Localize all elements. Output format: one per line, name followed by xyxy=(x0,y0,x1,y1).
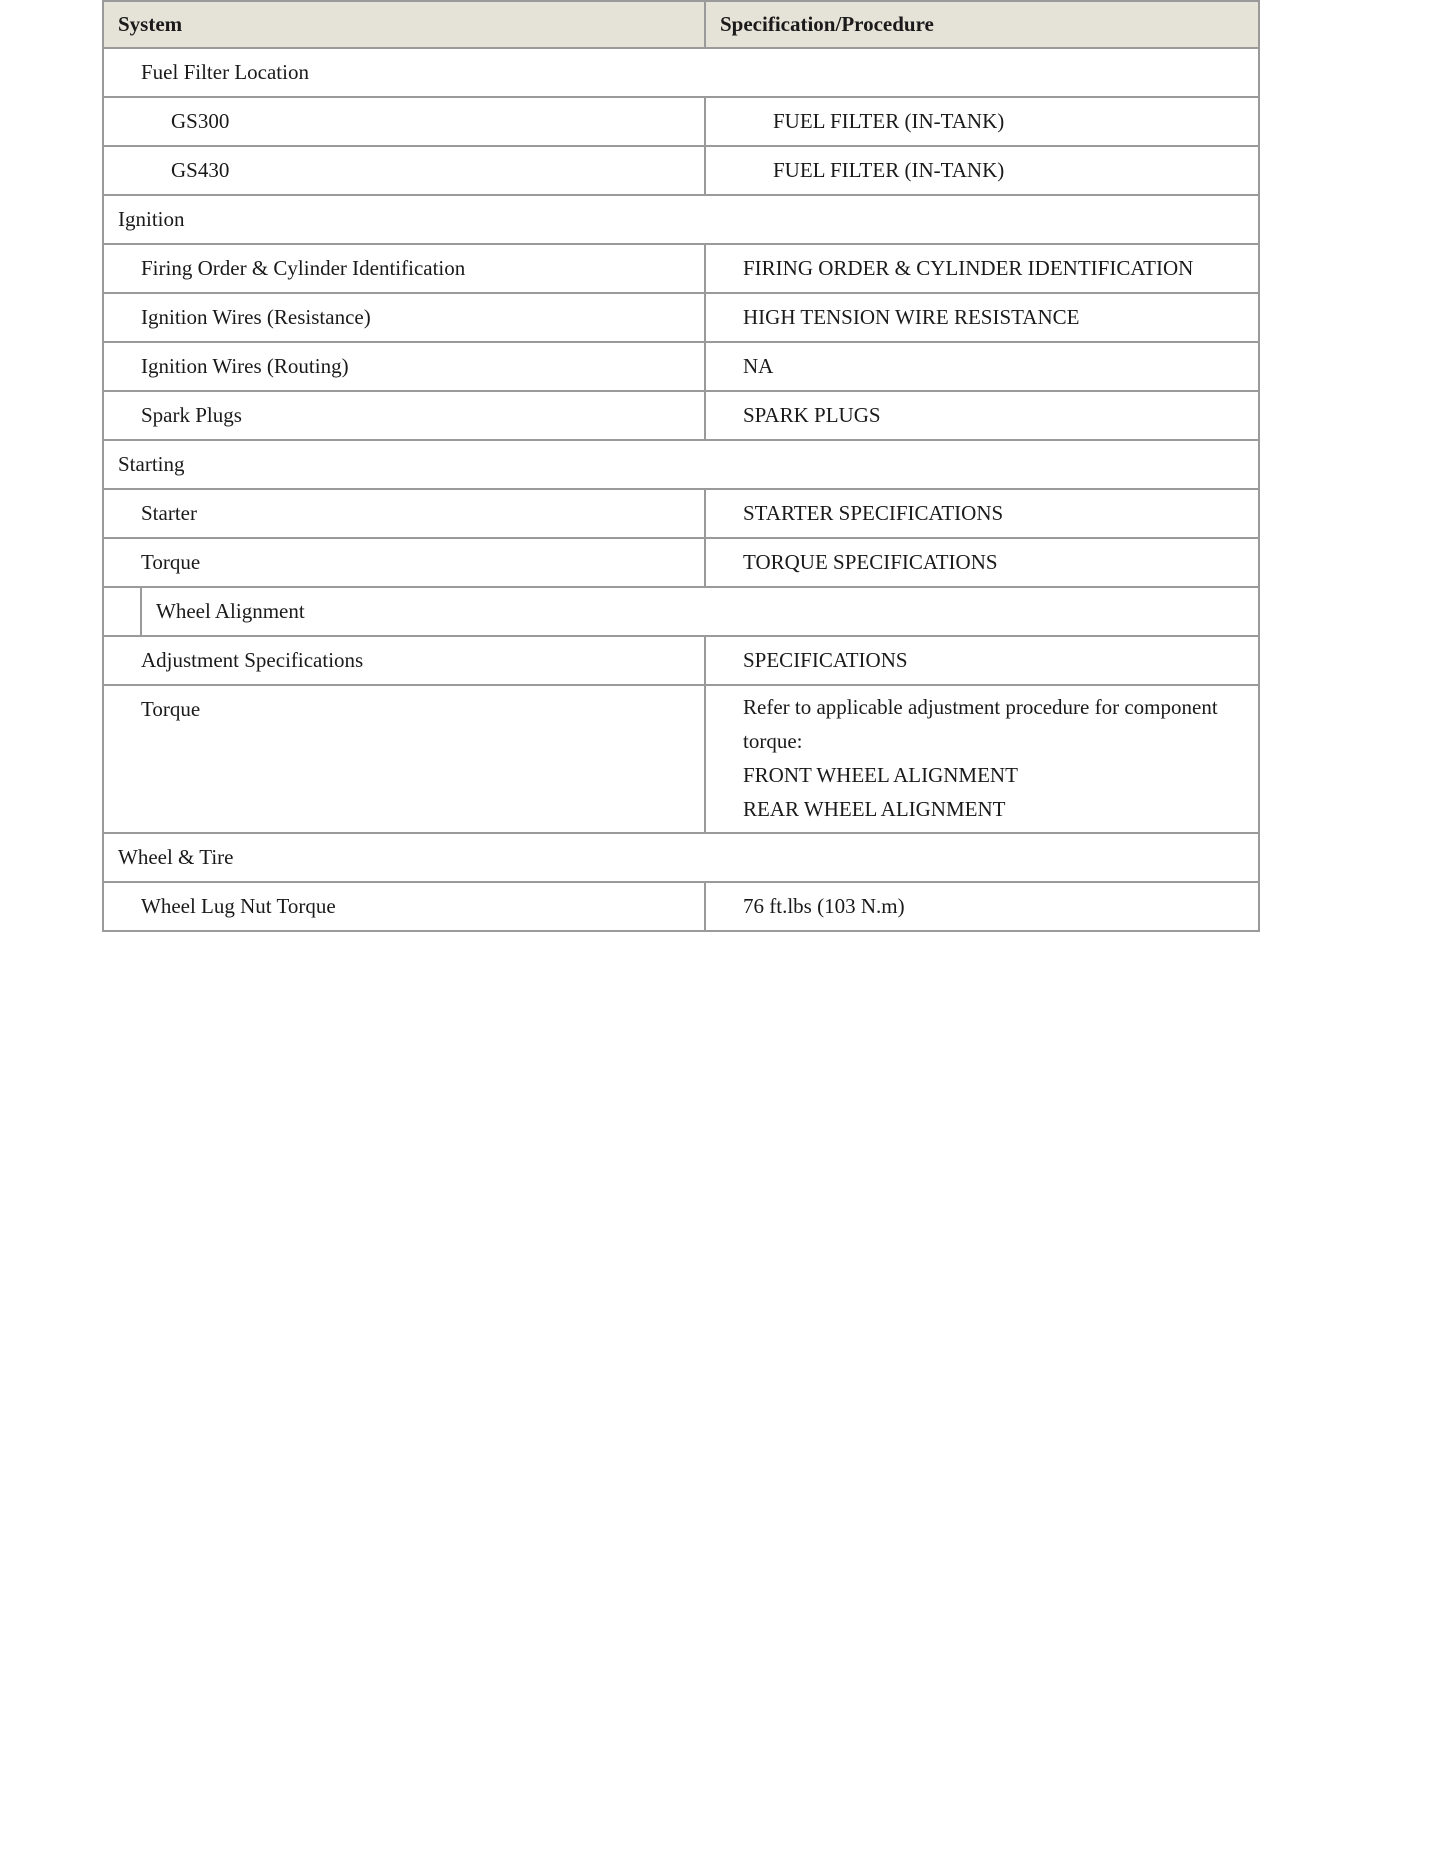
table-row xyxy=(103,293,1259,342)
group-cell xyxy=(103,587,1259,636)
system-cell: Ignition Wires (Resistance) xyxy=(103,293,705,342)
group-row-fuel-filter xyxy=(103,48,1259,97)
spec-cell: HIGH TENSION WIRE RESISTANCE xyxy=(705,293,1259,342)
system-cell: Adjustment Specifications xyxy=(103,636,705,685)
group-label: Ignition xyxy=(103,195,1259,244)
table-row xyxy=(103,636,1259,685)
system-cell: Torque xyxy=(103,685,705,833)
table-row xyxy=(103,489,1259,538)
table-row xyxy=(103,97,1259,146)
spec-cell: FIRING ORDER & CYLINDER IDENTIFICATION xyxy=(705,244,1259,293)
spec-line: REAR WHEEL ALIGNMENT xyxy=(743,797,1006,821)
group-row-wheel-alignment xyxy=(103,587,1259,636)
system-cell: GS430 xyxy=(103,146,705,195)
spec-cell: SPARK PLUGS xyxy=(705,391,1259,440)
spec-cell: STARTER SPECIFICATIONS xyxy=(705,489,1259,538)
header-spec: Specification/Procedure xyxy=(705,1,1259,48)
system-cell: Wheel Lug Nut Torque xyxy=(103,882,705,931)
system-cell: Ignition Wires (Routing) xyxy=(103,342,705,391)
spec-line: FRONT WHEEL ALIGNMENT xyxy=(743,763,1018,787)
system-cell: Spark Plugs xyxy=(103,391,705,440)
spec-cell: 76 ft.lbs (103 N.m) xyxy=(705,882,1259,931)
table-row xyxy=(103,538,1259,587)
table-row xyxy=(103,244,1259,293)
system-cell: Firing Order & Cylinder Identification xyxy=(103,244,705,293)
spec-line: Refer to applicable adjustment procedure for component xyxy=(743,695,1218,719)
table-row xyxy=(103,685,1259,833)
spec-cell: SPECIFICATIONS xyxy=(705,636,1259,685)
group-label: Wheel & Tire xyxy=(103,833,1259,882)
group-label: Fuel Filter Location xyxy=(103,48,1259,97)
table-row xyxy=(103,342,1259,391)
spec-cell: FUEL FILTER (IN-TANK) xyxy=(705,97,1259,146)
system-cell: Starter xyxy=(103,489,705,538)
system-cell: Torque xyxy=(103,538,705,587)
subgroup-container xyxy=(104,588,1258,635)
group-label: Starting xyxy=(103,440,1259,489)
system-cell: GS300 xyxy=(103,97,705,146)
group-row-wheel-tire xyxy=(103,833,1259,882)
table-row xyxy=(103,391,1259,440)
spec-line: torque: xyxy=(743,729,803,753)
group-row-starting xyxy=(103,440,1259,489)
indent-spacer xyxy=(104,588,142,635)
table-row xyxy=(103,882,1259,931)
group-label: Wheel Alignment xyxy=(156,599,305,623)
spec-cell: TORQUE SPECIFICATIONS xyxy=(705,538,1259,587)
table-header-row xyxy=(103,1,1259,48)
spec-cell-multiline xyxy=(705,685,1259,833)
specification-table xyxy=(102,0,1260,932)
group-row-ignition xyxy=(103,195,1259,244)
spec-cell: FUEL FILTER (IN-TANK) xyxy=(705,146,1259,195)
table-row xyxy=(103,146,1259,195)
spec-cell: NA xyxy=(705,342,1259,391)
header-system: System xyxy=(103,1,705,48)
